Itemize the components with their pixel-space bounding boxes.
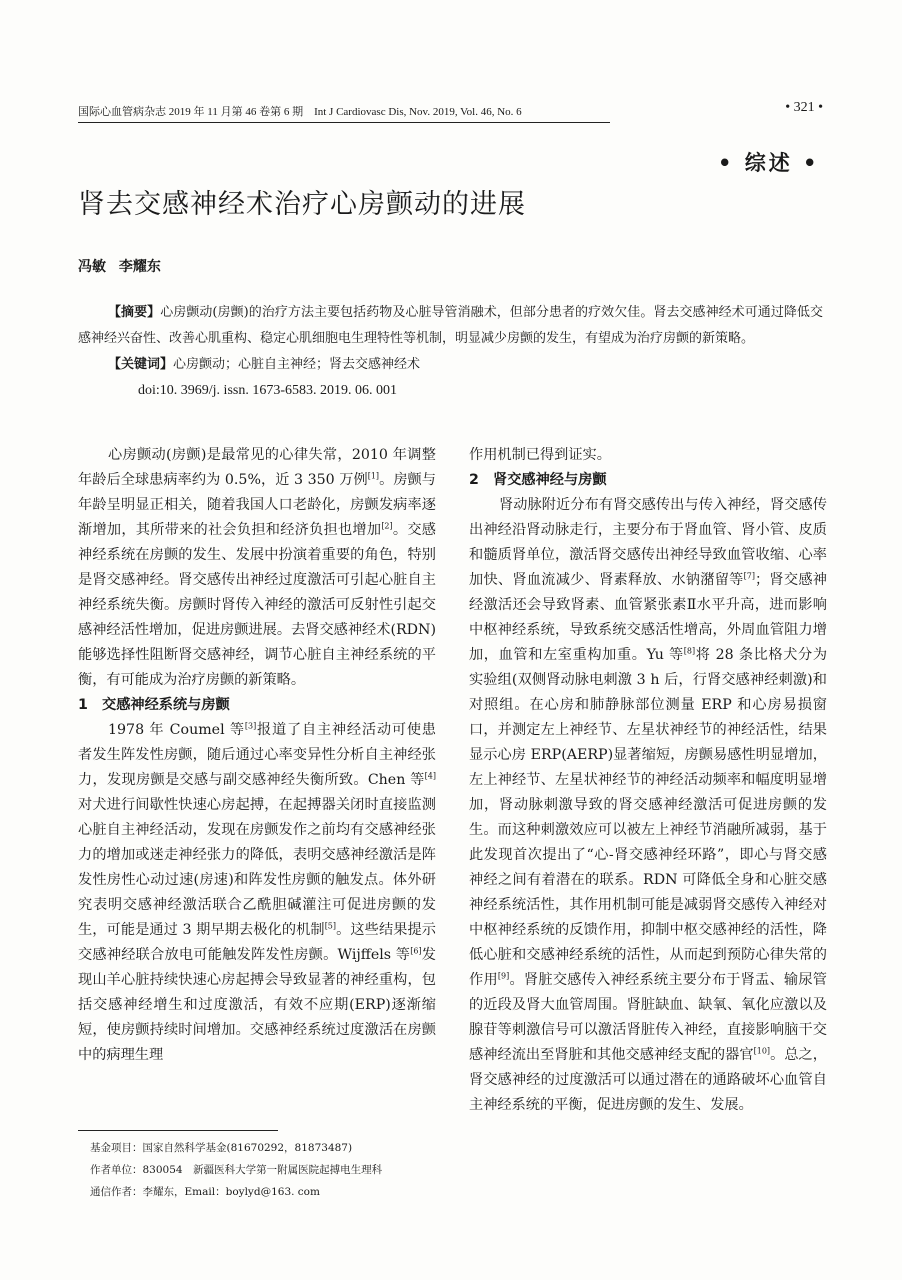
section1-paragraph bbox=[78, 718, 436, 1068]
citation: [5] bbox=[324, 921, 337, 931]
keywords-line bbox=[78, 352, 823, 378]
citation: [10] bbox=[753, 1046, 771, 1056]
journal-citation: 国际心血管病杂志 2019 年 11 月第 46 卷第 6 期 Int J Cardiovasc Dis, Nov. 2019, Vol. 46, No. 6 bbox=[78, 106, 522, 118]
text-run: 对犬进行间歇性快速心房起搏，在起搏器关闭时直接监测心脏自主神经活动，发现在房颤发作之前均有交感神经张力的增加或迷走神经张力的降低，表明交感神经激活是阵发性房性心动过速(房速)和阵发性房颤的触发点。体外研究表明交感神经激活联合乙酰胆碱灌注可促进房颤的发生，可能是通过 3 期早期去极化的机制 bbox=[78, 797, 436, 938]
header-rule bbox=[78, 122, 610, 123]
keywords-label: 【关键词】 bbox=[108, 357, 174, 372]
text-run: 发现山羊心脏持续快速心房起搏会导致显著的神经重构，包括交感神经增生和过度激活，有效不应期(ERP)逐渐缩短，使房颤持续时间增加。交感神经系统过度激活在房颤中的病理生理 bbox=[78, 947, 436, 1063]
funding-note: 基金项目：国家自然科学基金(81670292，81873487) bbox=[90, 1142, 353, 1154]
right-column bbox=[469, 443, 827, 1118]
citation: [9] bbox=[497, 971, 510, 981]
footnote-rule bbox=[78, 1130, 278, 1131]
text-run: 将 28 条比格犬分为实验组(双侧肾动脉电刺激 3 h 后，行肾交感神经刺激)和对照组。在心房和肺静脉部位测量 ERP 和心房易损窗口，并测定左上神经节、左星状神经节的神经活性，结果显示心房 ERP(AERP)显著缩短，房颤易感性明显增加，左上神经节、左星状神经节的神经活动频率和幅度明显增加，肾动脉刺激导致的肾交感神经激活可促进房颤的发生。而这种刺激效应可以被左上神经节消融所减弱，基于此发现首次提出了“心-肾交感神经环路”，即心与肾交感神经之间有着潜在的联系。RDN 可降低全身和心脏交感神经系统活性，其作用机制可能是减弱肾交感传入神经对中枢神经系统的反馈作用，抑制中枢交感神经的活性，降低心脏和交感神经系统的活性，从而起到预防心律失常的作用 bbox=[469, 647, 828, 988]
keywords-text: 心房颤动；心脏自主神经；肾去交感神经术 bbox=[173, 357, 421, 372]
text-run: 心房颤动(房颤)是最常见的心律失常，2010 年调整年龄后全球患病率约为 0.5%，近 3 350 万例 bbox=[78, 447, 436, 488]
affiliation-note: 作者单位：830054 新疆医科大学第一附属医院起搏电生理科 bbox=[90, 1164, 383, 1176]
citation: [8] bbox=[683, 646, 696, 656]
section2-paragraph bbox=[469, 493, 827, 1118]
section-heading-1 bbox=[78, 693, 436, 718]
citation: [6] bbox=[410, 946, 422, 956]
authors: 冯敏 李耀东 bbox=[78, 259, 161, 275]
running-header bbox=[78, 100, 823, 121]
abstract-block bbox=[78, 300, 823, 404]
text-run: 。房颤与年龄呈明显正相关，随着我国人口老龄化，房颤发病率逐渐增加，其所带来的社会负担和经济负担也增加 bbox=[78, 472, 436, 538]
citation: [7] bbox=[743, 571, 755, 581]
text-run: 。这些结果提示交感神经联合放电可能触发阵发性房颤。Wijffels 等 bbox=[78, 922, 436, 963]
section-heading-2 bbox=[469, 468, 827, 493]
footnotes bbox=[90, 1137, 440, 1203]
text-run: 1978 年 Coumel 等 bbox=[108, 722, 245, 738]
section1-continuation: 作用机制已得到证实。 bbox=[469, 447, 611, 463]
citation: [2] bbox=[381, 521, 393, 531]
text-run: 报道了自主神经活动可使患者发生阵发性房颤，随后通过心率变异性分析自主神经张力，发现房颤是交感与副交感神经失衡所致。Chen 等 bbox=[78, 722, 436, 788]
text-run: 。总之，肾交感神经的过度激活可以通过潜在的通路破坏心血管自主神经系统的平衡，促进房颤的发生、发展。 bbox=[469, 1047, 827, 1113]
intro-paragraph bbox=[78, 443, 436, 693]
section-title: 交感神经系统与房颤 bbox=[102, 697, 230, 713]
text-run: 。肾脏交感传入神经系统主要分布于肾盂、输尿管的近段及肾大血管周围。肾脏缺血、缺氧、氧化应激以及腺苷等刺激信号可以激活肾脏传入神经，直接影响脑干交感神经流出至肾脏和其他交感神经支配的器官 bbox=[469, 972, 827, 1063]
section-number: 2 bbox=[469, 472, 479, 488]
text-run: 。交感神经系统在房颤的发生、发展中扮演着重要的角色，特别是肾交感神经。肾交感传出神经过度激活可引起心脏自主神经系统失衡。房颤时肾传入神经的激活可反射性引起交感神经活性增加，促进房颤进展。去肾交感神经术(RDN)能够选择性阻断肾交感神经，调节心脏自主神经系统的平衡，有可能成为治疗房颤的新策略。 bbox=[78, 522, 436, 688]
section-number: 1 bbox=[78, 697, 88, 713]
correspondence-note: 通信作者：李耀东，Email：boylyd@163. com bbox=[90, 1186, 320, 1198]
left-column bbox=[78, 443, 436, 1068]
section-title: 肾交感神经与房颤 bbox=[493, 472, 607, 488]
citation: [4] bbox=[424, 771, 436, 781]
abstract-text: 心房颤动(房颤)的治疗方法主要包括药物及心脏导管消融术，但部分患者的疗效欠佳。肾去交感神经术可通过降低交感神经兴奋性、改善心肌重构、稳定心肌细胞电生理特性等机制，明显减少房颤的发生，有望成为治疗房颤的新策略。 bbox=[78, 305, 823, 346]
text-run: ；肾交感神经激活还会导致肾素、血管紧张素Ⅱ水平升高，进而影响中枢神经系统，导致系统交感活性增高，外周血管阻力增加，血管和左室重构加重。Yu 等 bbox=[469, 572, 827, 663]
abstract-label: 【摘要】 bbox=[108, 305, 161, 320]
citation: [3] bbox=[244, 721, 257, 731]
text-run: 肾动脉附近分布有肾交感传出与传入神经，肾交感传出神经沿肾动脉走行，主要分布于肾血管、肾小管、皮质和髓质肾单位，激活肾交感传出神经导致血管收缩、心率加快、肾血流减少、肾素释放、水钠潴留等 bbox=[469, 497, 827, 588]
abstract-paragraph bbox=[78, 300, 823, 352]
citation: [1] bbox=[367, 471, 380, 481]
section-label: • 综述 • bbox=[718, 151, 820, 175]
doi: doi:10. 3969/j. issn. 1673-6583. 2019. 06. 001 bbox=[138, 383, 398, 398]
article-title: 肾去交感神经术治疗心房颤动的进展 bbox=[78, 189, 526, 220]
page-number: • 321 • bbox=[785, 100, 823, 115]
